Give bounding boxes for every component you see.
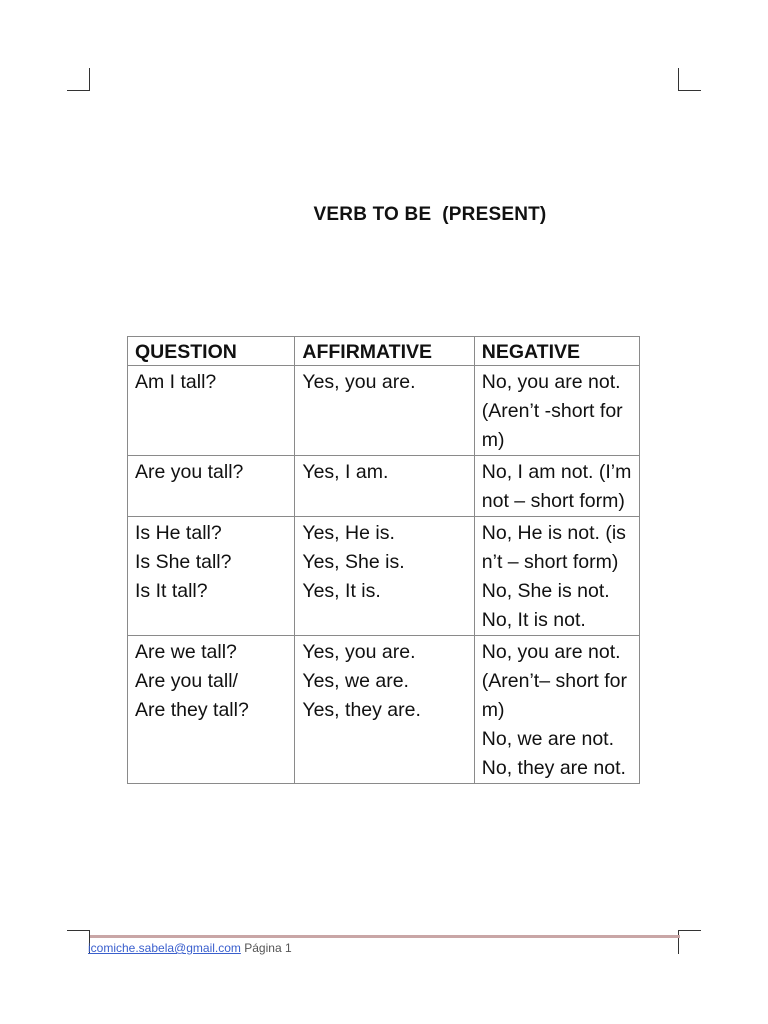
affirmative-cell (295, 517, 474, 636)
affirmative-cell (295, 456, 474, 517)
table-row (128, 517, 640, 636)
header-affirmative: AFFIRMATIVE (295, 337, 474, 366)
negative-cell (474, 366, 639, 456)
header-question: QUESTION (128, 337, 295, 366)
page-footer (88, 941, 292, 955)
crop-mark-top-right (678, 90, 701, 91)
crop-mark-top-right (678, 68, 679, 90)
question-text: Is It tall? (135, 580, 208, 602)
negative-text: No, we are not. (481, 728, 615, 750)
question-text: Is He tall? (135, 522, 222, 544)
crop-mark-bottom-left (67, 930, 90, 931)
table-row (128, 636, 640, 784)
negative-text: No, they are not. (481, 757, 626, 779)
header-negative: NEGATIVE (474, 337, 639, 366)
footer-email-link[interactable]: icomiche.sabela@gmail.com (88, 941, 241, 955)
crop-mark-top-left (67, 90, 90, 91)
affirmative-text: Yes, we are. (302, 670, 409, 692)
negative-text: No, He is not. (isn’t – short form) (481, 522, 626, 573)
affirmative-text: Yes, they are. (302, 699, 421, 721)
question-cell (128, 517, 295, 636)
document-title: VERB TO BE (PRESENT) (313, 204, 547, 225)
negative-text: No, you are not. (Aren’t– short form) (481, 641, 628, 721)
affirmative-text: Yes, I am. (302, 461, 389, 483)
negative-text: No, I am not. (I’m not – short form) (481, 461, 632, 512)
question-cell (128, 636, 295, 784)
question-text: Are we tall? (135, 641, 237, 663)
table-header-row (128, 337, 640, 366)
question-text: Are you tall? (135, 461, 244, 483)
footer-divider (90, 935, 680, 938)
negative-cell (474, 517, 639, 636)
question-text: Are you tall/ (135, 670, 238, 692)
negative-cell (474, 456, 639, 517)
affirmative-cell (295, 366, 474, 456)
question-text: Is She tall? (135, 551, 232, 573)
affirmative-text: Yes, you are. (302, 371, 416, 393)
affirmative-text: Yes, It is. (302, 580, 381, 602)
table-row (128, 366, 640, 456)
crop-mark-top-left (89, 68, 90, 90)
affirmative-text: Yes, He is. (302, 522, 395, 544)
question-cell (128, 456, 295, 517)
negative-cell (474, 636, 639, 784)
question-cell (128, 366, 295, 456)
table-row (128, 456, 640, 517)
negative-text: No, It is not. (481, 609, 586, 631)
verb-table (127, 336, 640, 784)
negative-text: No, She is not. (481, 580, 610, 602)
question-text: Am I tall? (135, 371, 217, 393)
footer-page-label: Página 1 (244, 941, 292, 955)
question-text: Are they tall? (135, 699, 249, 721)
crop-mark-bottom-right (678, 930, 679, 954)
negative-text: No, you are not. (Aren’t -short form) (481, 371, 623, 451)
affirmative-text: Yes, She is. (302, 551, 405, 573)
crop-mark-bottom-right (678, 930, 701, 931)
affirmative-text: Yes, you are. (302, 641, 416, 663)
affirmative-cell (295, 636, 474, 784)
